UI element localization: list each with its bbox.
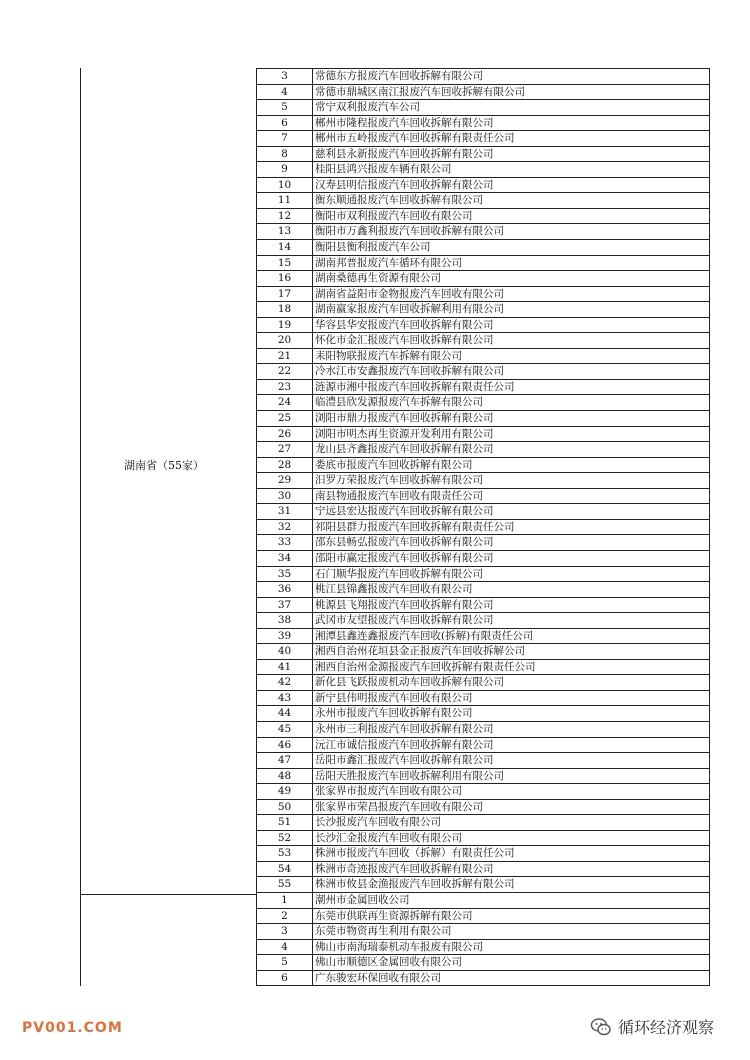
table-row	[257, 457, 710, 473]
row-number: 16	[257, 271, 313, 287]
company-name: 临澧县欣发源报废汽车拆解有限公司	[313, 395, 710, 411]
company-name: 郴州市五岭报废汽车回收拆解有限责任公司	[313, 131, 710, 147]
company-name: 湘西自治州花垣县金正报废汽车回收拆解公司	[313, 644, 710, 660]
company-name: 新化县飞跃报废机动车回收拆解有限公司	[313, 675, 710, 691]
table-row	[257, 830, 710, 846]
company-name: 沅江市诚信报废汽车回收拆解有限公司	[313, 737, 710, 753]
company-name: 浏阳市明杰再生资源开发利用有限公司	[313, 426, 710, 442]
company-name: 广东骏宏环保回收有限公司	[313, 970, 710, 986]
company-name: 岳阳市鑫汇报废汽车回收拆解有限公司	[313, 753, 710, 769]
table-row	[257, 255, 710, 271]
table-row	[257, 659, 710, 675]
table-row	[257, 861, 710, 877]
company-name: 石门顺华报废汽车回收拆解有限公司	[313, 566, 710, 582]
table-row	[257, 768, 710, 784]
row-number: 14	[257, 240, 313, 256]
row-number: 52	[257, 830, 313, 846]
table-row	[257, 675, 710, 691]
company-name: 桃江县锦鑫报废汽车回收有限公司	[313, 582, 710, 598]
company-name: 湘潭县鑫连鑫报废汽车回收(拆解)有限责任公司	[313, 628, 710, 644]
company-table-body	[257, 69, 710, 986]
row-number: 23	[257, 379, 313, 395]
company-name: 邵阳市赢定报废汽车回收拆解有限公司	[313, 550, 710, 566]
table-row	[257, 721, 710, 737]
row-number: 11	[257, 193, 313, 209]
company-name: 常德市鼎城区南江报废汽车回收拆解有限公司	[313, 84, 710, 100]
company-name: 新宁县伟明报废汽车回收有限公司	[313, 690, 710, 706]
table-row	[257, 271, 710, 287]
row-number: 7	[257, 131, 313, 147]
table-row	[257, 784, 710, 800]
row-number: 12	[257, 208, 313, 224]
table-row	[257, 566, 710, 582]
table-row	[257, 519, 710, 535]
table-row	[257, 146, 710, 162]
table-row	[257, 364, 710, 380]
company-name: 南县物通报废汽车回收有限责任公司	[313, 488, 710, 504]
row-number: 31	[257, 504, 313, 520]
table-row	[257, 815, 710, 831]
left-column-border	[80, 68, 81, 986]
company-name: 潮州市金属回收公司	[313, 892, 710, 908]
company-name: 株洲市攸县金渔报废汽车回收拆解有限公司	[313, 877, 710, 893]
company-name: 张家界市报废汽车回收有限公司	[313, 784, 710, 800]
table-row	[257, 177, 710, 193]
table-row	[257, 939, 710, 955]
row-number: 45	[257, 721, 313, 737]
row-number: 15	[257, 255, 313, 271]
company-name: 永州市三利报废汽车回收拆解有限公司	[313, 721, 710, 737]
row-number: 29	[257, 473, 313, 489]
company-name: 邵东县畅弘报废汽车回收拆解有限公司	[313, 535, 710, 551]
row-number: 26	[257, 426, 313, 442]
row-number: 47	[257, 753, 313, 769]
table-row	[257, 193, 710, 209]
table-row	[257, 799, 710, 815]
company-name: 涟源市湘中报废汽车回收拆解有限责任公司	[313, 379, 710, 395]
company-name: 常宁双利报废汽车公司	[313, 100, 710, 116]
table-row	[257, 908, 710, 924]
company-name: 长沙报废汽车回收有限公司	[313, 815, 710, 831]
company-name: 长沙汇金报废汽车回收有限公司	[313, 830, 710, 846]
company-name: 龙山县齐鑫报废汽车回收拆解有限公司	[313, 442, 710, 458]
row-number: 9	[257, 162, 313, 178]
company-name: 岳阳天胜报废汽车回收拆解利用有限公司	[313, 768, 710, 784]
table-row	[257, 348, 710, 364]
table-row	[257, 753, 710, 769]
company-name: 娄底市报废汽车回收拆解有限公司	[313, 457, 710, 473]
wechat-icon	[590, 1016, 612, 1038]
row-number: 41	[257, 659, 313, 675]
table-row	[257, 535, 710, 551]
company-name: 耒阳物联报废汽车拆解有限公司	[313, 348, 710, 364]
company-name: 衡东顺通报废汽车回收拆解有限公司	[313, 193, 710, 209]
table-row	[257, 240, 710, 256]
row-number: 21	[257, 348, 313, 364]
table-row	[257, 208, 710, 224]
row-number: 36	[257, 582, 313, 598]
company-name: 常德东方报废汽车回收拆解有限公司	[313, 69, 710, 85]
row-number: 30	[257, 488, 313, 504]
table-row	[257, 488, 710, 504]
row-number: 51	[257, 815, 313, 831]
table-row	[257, 473, 710, 489]
table-row	[257, 550, 710, 566]
table-row	[257, 286, 710, 302]
table-row	[257, 426, 710, 442]
row-number: 25	[257, 411, 313, 427]
company-name: 株洲市奇迹报废汽车回收拆解有限公司	[313, 861, 710, 877]
row-number: 8	[257, 146, 313, 162]
company-name: 湖南邦普报废汽车循环有限公司	[313, 255, 710, 271]
row-number: 1	[257, 892, 313, 908]
row-number: 37	[257, 597, 313, 613]
company-name: 华容县华安报废汽车回收拆解有限公司	[313, 317, 710, 333]
table-row	[257, 395, 710, 411]
company-name: 桃源县飞翔报废汽车回收拆解有限公司	[313, 597, 710, 613]
company-name: 汉寿县明信报废汽车回收拆解有限公司	[313, 177, 710, 193]
table-row	[257, 162, 710, 178]
row-number: 10	[257, 177, 313, 193]
table-row	[257, 955, 710, 971]
row-number: 50	[257, 799, 313, 815]
table-row	[257, 100, 710, 116]
row-number: 5	[257, 100, 313, 116]
row-number: 5	[257, 955, 313, 971]
row-number: 3	[257, 924, 313, 940]
row-number: 43	[257, 690, 313, 706]
table-row	[257, 317, 710, 333]
company-name: 株洲市报废汽车回收（拆解）有限责任公司	[313, 846, 710, 862]
table-row	[257, 442, 710, 458]
row-number: 34	[257, 550, 313, 566]
row-number: 6	[257, 970, 313, 986]
row-number: 28	[257, 457, 313, 473]
company-name: 东莞市供联再生资源拆解有限公司	[313, 908, 710, 924]
row-number: 3	[257, 69, 313, 85]
row-number: 24	[257, 395, 313, 411]
row-number: 19	[257, 317, 313, 333]
row-number: 4	[257, 939, 313, 955]
row-number: 13	[257, 224, 313, 240]
company-name: 张家界市荣昌报废汽车回收有限公司	[313, 799, 710, 815]
row-number: 46	[257, 737, 313, 753]
table-row	[257, 970, 710, 986]
company-name: 宁远县宏达报废汽车回收拆解有限公司	[313, 504, 710, 520]
company-name: 湘西自治州金源报废汽车回收拆解有限责任公司	[313, 659, 710, 675]
row-number: 27	[257, 442, 313, 458]
row-number: 22	[257, 364, 313, 380]
company-name: 衡阳市双利报废汽车回收有限公司	[313, 208, 710, 224]
account-watermark	[590, 1015, 714, 1038]
row-number: 54	[257, 861, 313, 877]
row-number: 18	[257, 302, 313, 318]
table-row	[257, 115, 710, 131]
table-row	[257, 504, 710, 520]
table-row	[257, 644, 710, 660]
company-name: 郴州市隆程报废汽车回收拆解有限公司	[313, 115, 710, 131]
row-number: 42	[257, 675, 313, 691]
table-row	[257, 302, 710, 318]
row-number: 35	[257, 566, 313, 582]
table-row	[257, 628, 710, 644]
row-number: 17	[257, 286, 313, 302]
row-number: 53	[257, 846, 313, 862]
row-number: 40	[257, 644, 313, 660]
table-row	[257, 597, 710, 613]
table-row	[257, 737, 710, 753]
row-number: 6	[257, 115, 313, 131]
company-name: 湖南省益阳市金物报废汽车回收有限公司	[313, 286, 710, 302]
site-watermark: PV001.COM	[22, 1020, 123, 1036]
company-name: 武冈市友望报废汽车回收拆解有限公司	[313, 613, 710, 629]
table-row	[257, 924, 710, 940]
company-name: 永州市报废汽车回收拆解有限公司	[313, 706, 710, 722]
row-number: 2	[257, 908, 313, 924]
table-row	[257, 131, 710, 147]
row-number: 38	[257, 613, 313, 629]
table-row	[257, 846, 710, 862]
company-name: 佛山市顺德区金属回收有限公司	[313, 955, 710, 971]
account-name: 循环经济观察	[618, 1018, 715, 1037]
row-number: 55	[257, 877, 313, 893]
company-name: 祁阳县群力报废汽车回收拆解有限责任公司	[313, 519, 710, 535]
company-name: 东莞市物资再生利用有限公司	[313, 924, 710, 940]
table-row	[257, 690, 710, 706]
table-row	[257, 333, 710, 349]
table-row	[257, 411, 710, 427]
table-row	[257, 892, 710, 908]
row-number: 4	[257, 84, 313, 100]
company-name: 湖南嬴家报废汽车回收拆解利用有限公司	[313, 302, 710, 318]
province-label-hunan: 湖南省（55家）	[124, 459, 204, 472]
table-row	[257, 706, 710, 722]
company-name: 衡阳市万鑫利报废汽车回收拆解有限公司	[313, 224, 710, 240]
company-name: 桂阳县鸿兴报废车辆有限公司	[313, 162, 710, 178]
company-name: 怀化市金汇报废汽车回收拆解有限公司	[313, 333, 710, 349]
company-name: 浏阳市鼎力报废汽车回收拆解有限公司	[313, 411, 710, 427]
row-number: 48	[257, 768, 313, 784]
table-row	[257, 877, 710, 893]
table-row	[257, 69, 710, 85]
row-number: 39	[257, 628, 313, 644]
company-name: 汨罗万荣报废汽车回收拆解有限公司	[313, 473, 710, 489]
row-number: 44	[257, 706, 313, 722]
row-number: 32	[257, 519, 313, 535]
row-number: 20	[257, 333, 313, 349]
table-row	[257, 224, 710, 240]
company-table	[256, 68, 710, 986]
company-name: 衡阳县衡利报废汽车公司	[313, 240, 710, 256]
row-number: 33	[257, 535, 313, 551]
row-number: 49	[257, 784, 313, 800]
province-separator	[80, 894, 256, 895]
table-row	[257, 613, 710, 629]
company-name: 湖南桑德再生资源有限公司	[313, 271, 710, 287]
company-name: 冷水江市安鑫报废汽车回收拆解有限公司	[313, 364, 710, 380]
company-name: 佛山市南海瑞泰机动车报废有限公司	[313, 939, 710, 955]
table-row	[257, 379, 710, 395]
table-row	[257, 84, 710, 100]
company-name: 慈利县永新报废汽车回收拆解有限公司	[313, 146, 710, 162]
table-row	[257, 582, 710, 598]
